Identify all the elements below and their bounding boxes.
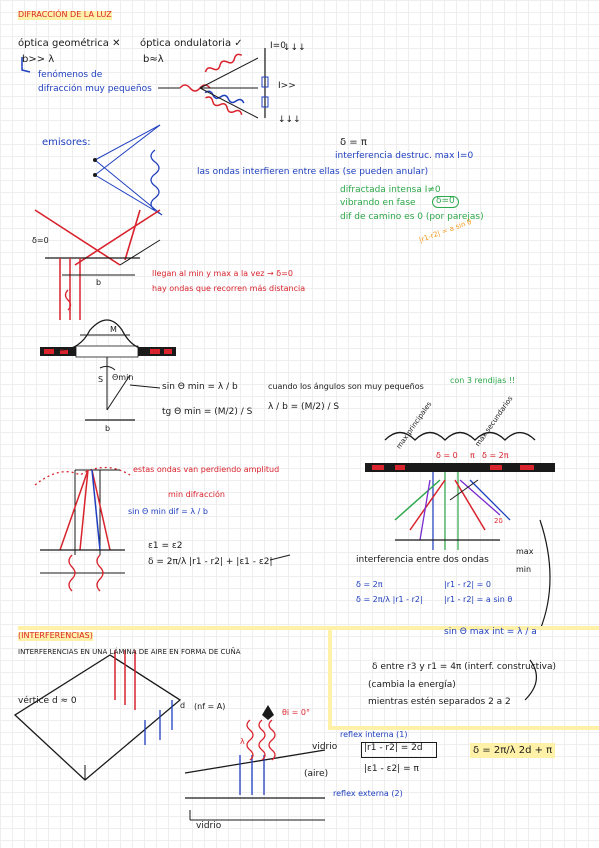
epsilon-equal: ε1 = ε2 [148,541,183,551]
arrows-top: ↓↓↓ [283,43,306,53]
two-delta-label: 2δ [494,517,503,525]
delta-pi: δ = π [340,137,367,148]
llegan-min-max: llegan al min y max a la vez → δ=0 [152,269,293,278]
reflex-externa: reflex externa (2) [333,789,403,798]
estas-ondas: estas ondas van perdiendo amplitud [133,465,280,474]
hay-ondas: hay ondas que recorren más distancia [152,284,306,293]
tg-theta-min: tg Θ min = (M/2) / S [162,407,253,417]
final-delta-equation: δ = 2π/λ 2d + π [470,743,555,758]
phenomena-line1: fenómenos de [38,70,103,80]
vibrando-en-fase: vibrando en fase [340,198,416,208]
sin-theta-min: sin Θ min = λ / b [162,382,238,392]
section-title-interferencias: (INTERFERENCIAS) [18,631,93,640]
blue-wavefront [151,150,159,210]
M-label: M [110,325,117,334]
section-title-difraccion: DIFRACCIÓN DE LA LUZ [18,10,112,19]
max-principales: max principales [394,400,434,451]
intensity-zero: I=0 [270,41,286,51]
geom-condition: b>> λ [22,54,55,65]
sin-min-dif: sin Θ min dif = λ / b [128,507,208,516]
red-waves-lower [204,96,242,117]
max-label: max [516,547,534,556]
condition-asin: |r1 - r2| = a sin θ [444,595,513,604]
aire-label: (aire) [304,769,329,779]
equation-epsilon-pi: |ε1 - ε2| = π [364,764,419,774]
delta-pi-slits: π [470,451,475,460]
con-3-rendijas: con 3 rendijas !! [450,376,516,385]
reflex-interna: reflex interna (1) [340,730,408,739]
wedge-shape [15,655,180,780]
equation-r-2d: |r1 - r2| = 2d [364,743,423,753]
orange-note: |r1-r2| = a sin θ [418,217,473,245]
vidrio-top: vidrio [312,742,338,752]
delta-eq-interf: δ = 2π/λ |r1 - r2| [356,595,423,604]
delta-equation: δ = 2π/λ |r1 - r2| + |ε1 - ε2| [148,557,273,567]
dif-de-camino: dif de camino es 0 (por parejas) [340,212,484,222]
cambia-energia: (cambia la energía) [368,680,456,690]
mientras-separados: mientras estén separados 2 a 2 [368,697,511,707]
emisores-label: emisores: [42,137,91,148]
ondu-condition: b≈λ [143,54,164,65]
eq-box-r [361,742,437,758]
delta-zero-circled: δ=0 [432,196,459,208]
S-label: S [98,375,104,384]
intensity-big: I>> [278,81,296,91]
difractada-intensa: difractada intensa I≠0 [340,185,441,195]
ratio-equation: λ / b = (M/2) / S [268,402,340,412]
optica-geometrica: óptica geométrica ✕ [18,38,121,49]
interferencia-destructiva: interferencia destruc. max I=0 [335,151,474,161]
vertice-label: vértice d ≈ 0 [18,696,77,706]
lambda-label: λ [240,737,245,746]
nf-label: (nf = A) [194,702,226,711]
interferencia-dos-ondas: interferencia entre dos ondas [356,555,489,565]
optica-ondulatoria: óptica ondulatoria ✓ [140,38,243,49]
subtitle-lamina-aire: INTERFERENCIAS EN UNA LÁMINA DE AIRE EN FORMA DE CUÑA [18,648,241,656]
condition-zero: |r1 - r2| = 0 [444,580,491,589]
b-label-section2: b [96,278,102,287]
min-label: min [516,565,532,574]
arrows-bottom: ↓↓↓ [278,115,301,125]
delta-2pi-slits: δ = 2π [482,451,509,460]
ondas-interfieren: las ondas interfieren entre ellas (se pueden anular) [197,167,429,177]
delta-zero-slits: δ = 0 [436,451,458,460]
phenomena-line2: difracción muy pequeños [38,84,152,94]
delta-2pi-interf: δ = 2π [356,580,383,589]
b-label-section3: b [105,424,111,433]
min-difraccion: min difracción [168,490,225,499]
theta-i-label: θi = 0° [282,708,310,717]
max-secundarios: max secundarios [473,394,515,449]
theta-min-label: Θmin [112,373,134,382]
cuando-angulos: cuando los ángulos son muy pequeños [268,382,424,391]
red-waves-upper [204,53,242,74]
vidrio-bottom: vidrio [196,821,222,831]
delta-zero-left: δ=0 [32,236,49,245]
delta-entre: δ entre r3 y r1 = 4π (interf. constructiva) [372,662,557,672]
sin-max-int: sin Θ max int = λ / a [444,627,537,637]
yellow-section-border [330,628,599,728]
d-label-wedge: d [180,701,186,710]
